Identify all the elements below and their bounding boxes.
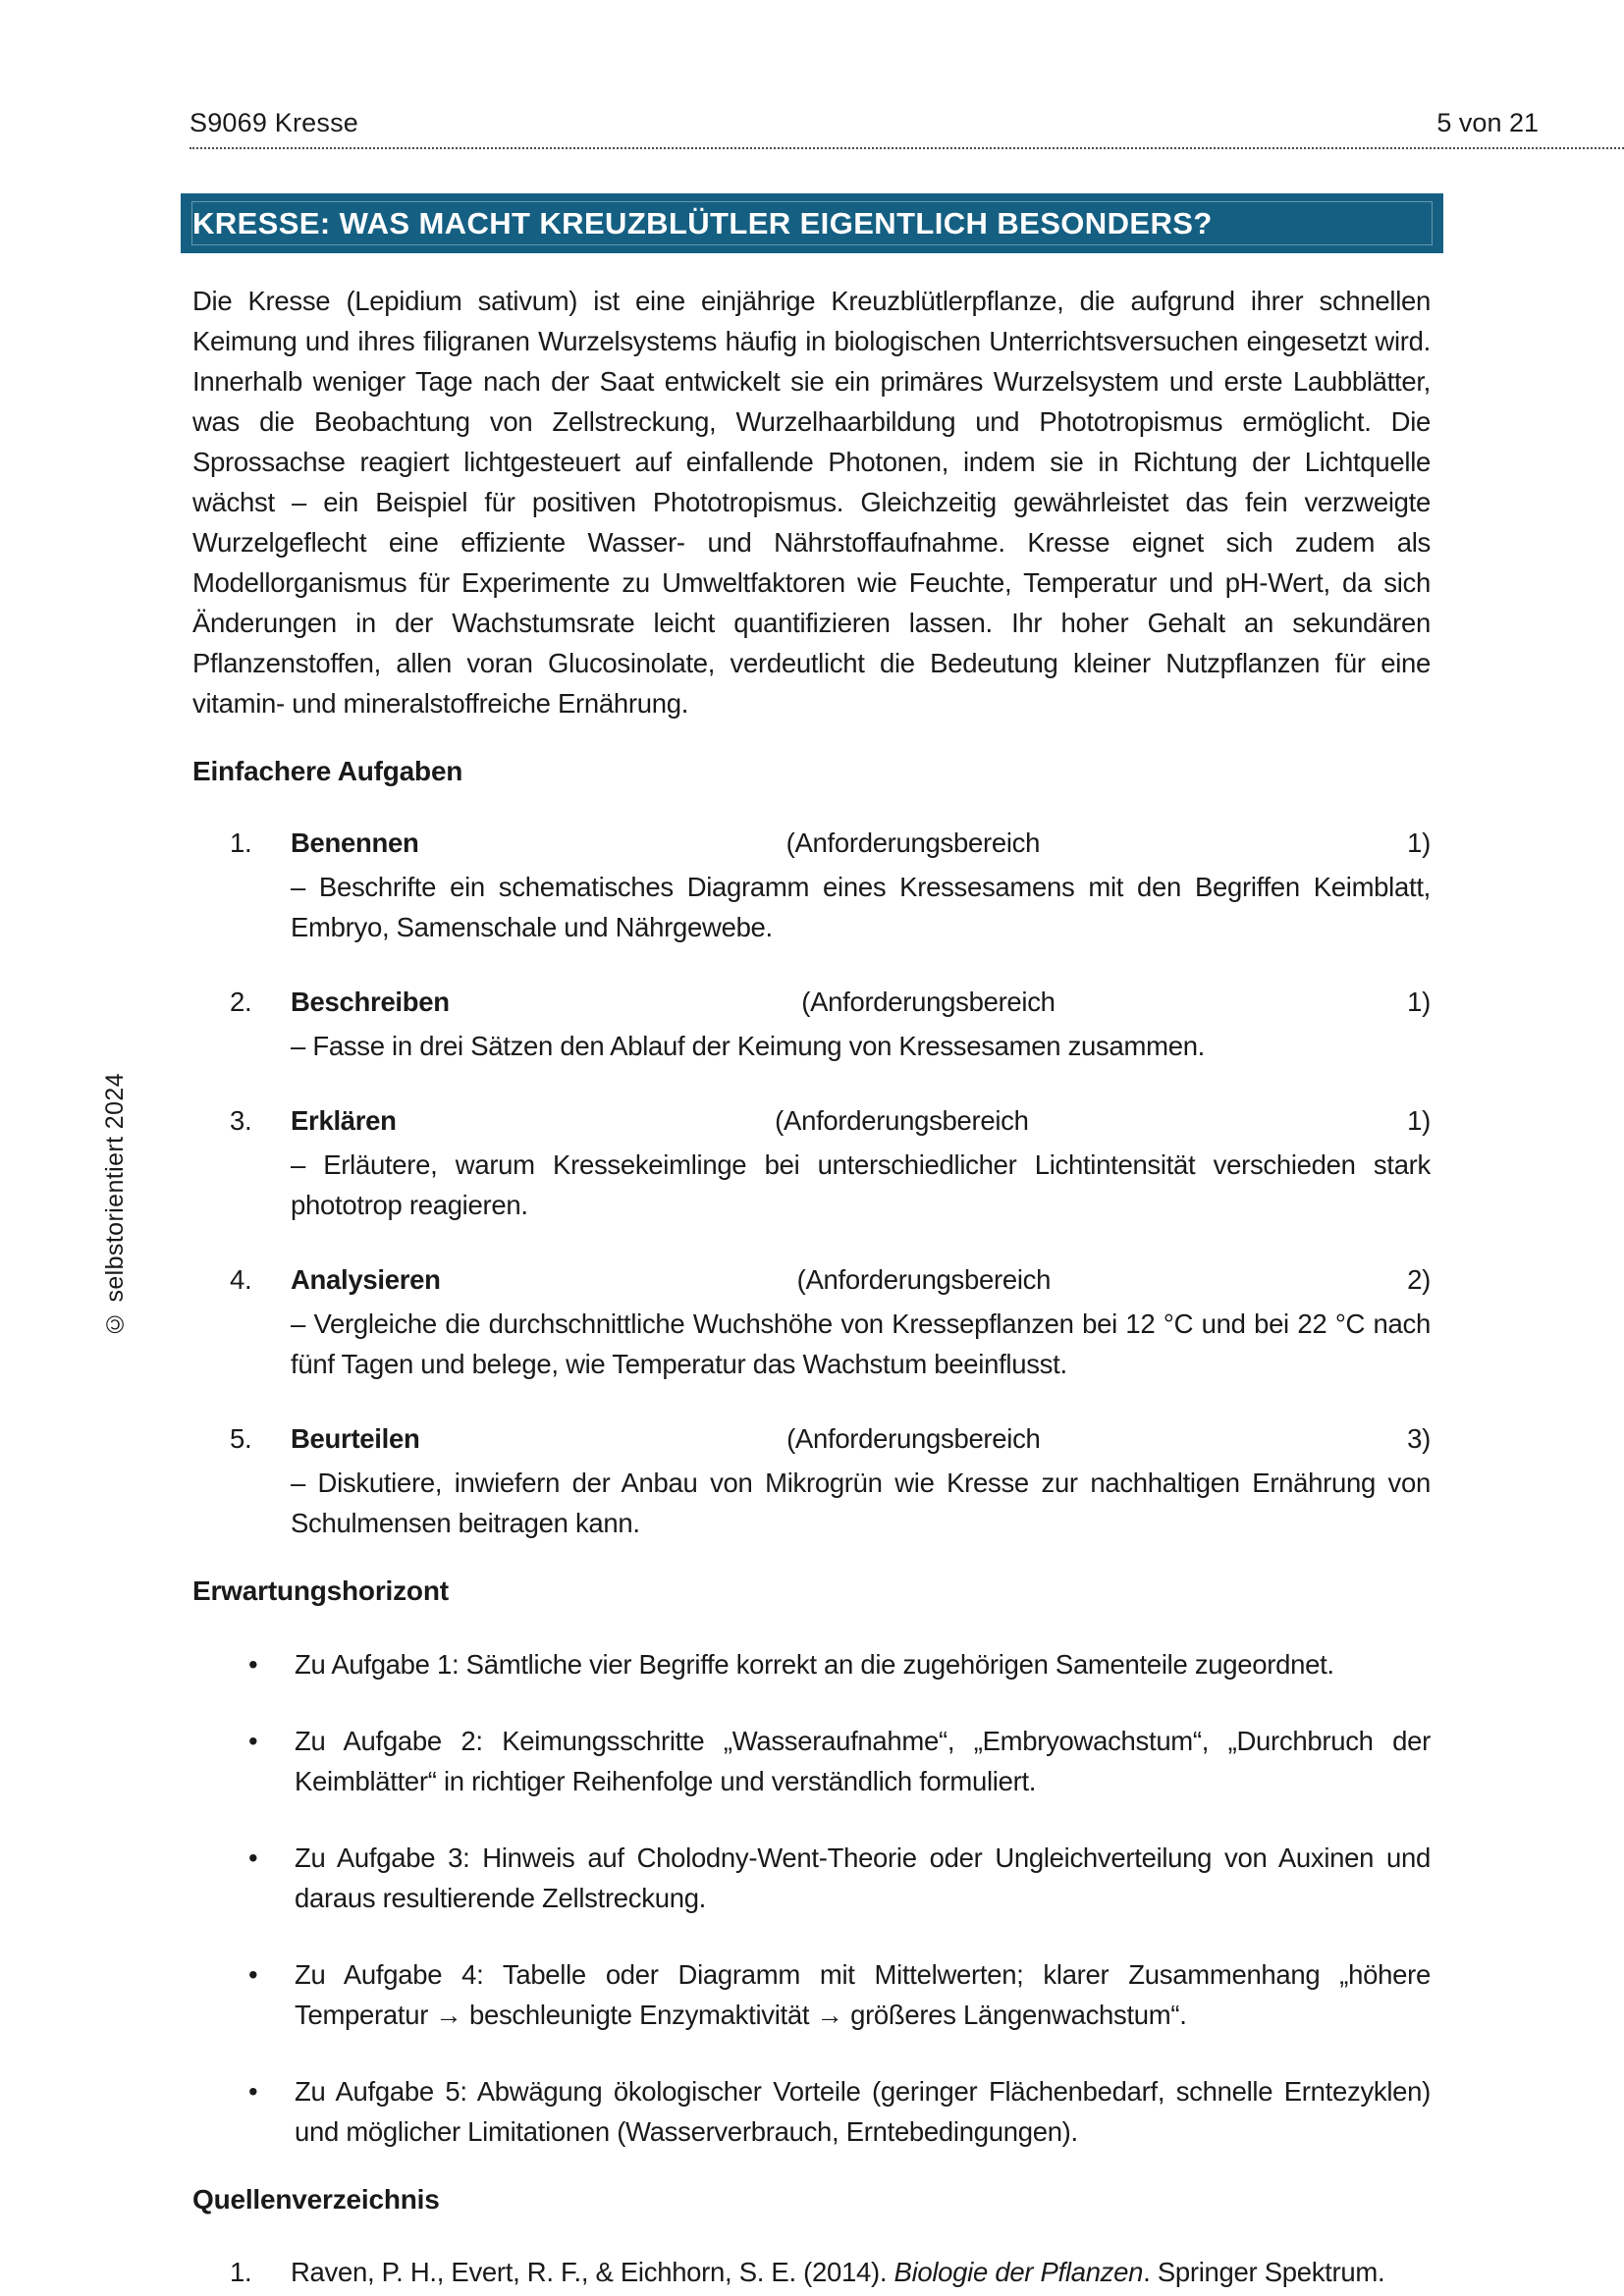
task-level-value: 1) xyxy=(1407,828,1431,858)
task-number: 2. xyxy=(230,987,252,1017)
page-title: KRESSE: WAS MACHT KREUZBLÜTLER EIGENTLICH BESONDERS? xyxy=(192,205,1213,240)
task-item-3 xyxy=(192,1100,1431,1225)
task-headline xyxy=(291,1418,1431,1459)
bullet-icon: • xyxy=(248,1726,258,1756)
task-description: – Beschrifte ein schematisches Diagramm eines Kressesamens mit den Begriffen Keimblatt, Embryo, Samenschale und Nährgewebe. xyxy=(291,872,1431,942)
task-term: Analysieren xyxy=(291,1264,441,1295)
task-level-label: (Anforderungsbereich xyxy=(796,1264,1052,1295)
task-level-label: (Anforderungsbereich xyxy=(786,1423,1041,1454)
task-level-value: 3) xyxy=(1407,1423,1431,1454)
task-term: Erklären xyxy=(291,1105,397,1136)
expectation-item-2 xyxy=(192,1721,1431,1801)
expectation-item-4 xyxy=(192,1954,1431,2035)
source-text-pre: Raven, P. H., Evert, R. F., & Eichhorn, S. E. (2014). xyxy=(291,2257,894,2287)
document-code: S9069 Kresse xyxy=(189,108,359,137)
expectation-item-5 xyxy=(192,2071,1431,2152)
source-text-post: . Springer Spektrum. xyxy=(1143,2257,1385,2287)
expectation-text: Zu Aufgabe 2: Keimungsschritte „Wasseraufnahme“, „Embryowachstum“, „Durchbruch der Keimblätter“ in richtiger Reihenfolge und verständlich formuliert. xyxy=(295,1726,1431,1796)
task-term: Beurteilen xyxy=(291,1423,420,1454)
task-description: – Vergleiche die durchschnittliche Wuchshöhe von Kressepflanzen bei 12 °C und bei 22 °C nach fünf Tagen und belege, wie Temperatur das Wachstum beeinflusst. xyxy=(291,1308,1431,1379)
source-text-title: Biologie der Pflanzen xyxy=(893,2257,1144,2287)
bullet-icon: • xyxy=(248,1842,258,1873)
page-number: 5 von 21 xyxy=(1436,108,1539,137)
expectation-item-3 xyxy=(192,1838,1431,1918)
task-description: – Erläutere, warum Kressekeimlinge bei unterschiedlicher Lichtintensität verschieden stark phototrop reagieren. xyxy=(291,1149,1431,1220)
task-level-label: (Anforderungsbereich xyxy=(775,1105,1029,1136)
expectation-text: Zu Aufgabe 4: Tabelle oder Diagramm mit Mittelwerten; klarer Zusammenhang „höhere Temperatur → beschleunigte Enzymaktivität → größeres Längenwachstum“. xyxy=(295,1959,1431,2030)
task-headline xyxy=(291,1259,1431,1300)
bullet-icon: • xyxy=(248,1649,258,1680)
bullet-icon: • xyxy=(248,1959,258,1990)
task-number: 5. xyxy=(230,1423,252,1454)
content-column xyxy=(192,281,1431,2292)
task-level-value: 1) xyxy=(1407,987,1431,1017)
task-headline xyxy=(291,982,1431,1022)
expectation-text: Zu Aufgabe 3: Hinweis auf Cholodny-Went-Theorie oder Ungleichverteilung von Auxinen und daraus resultierende Zellstreckung. xyxy=(295,1842,1431,1913)
task-number: 4. xyxy=(230,1264,252,1295)
tasks-section-heading: Einfachere Aufgaben xyxy=(192,756,463,786)
title-banner xyxy=(181,193,1443,253)
task-number: 1. xyxy=(230,828,252,858)
task-term: Beschreiben xyxy=(291,987,450,1017)
source-number: 1. xyxy=(230,2257,252,2287)
task-item-1 xyxy=(192,823,1431,947)
expectation-text: Zu Aufgabe 5: Abwägung ökologischer Vorteile (geringer Flächenbedarf, schnelle Erntezyklen) und möglicher Limitationen (Wasserverbrauch, Erntebedingungen). xyxy=(295,2076,1431,2147)
sources-section-heading: Quellenverzeichnis xyxy=(192,2184,440,2215)
copyright-side-label: © selbstorientiert 2024 xyxy=(101,1073,129,1338)
task-headline xyxy=(291,1100,1431,1141)
task-description: – Diskutiere, inwiefern der Anbau von Mikrogrün wie Kresse zur nachhaltigen Ernährung von Schulmensen beitragen kann. xyxy=(291,1468,1431,1538)
task-term: Benennen xyxy=(291,828,419,858)
task-headline xyxy=(291,823,1431,863)
expectations-section-heading: Erwartungshorizont xyxy=(192,1575,449,1606)
task-level-label: (Anforderungsbereich xyxy=(801,987,1056,1017)
task-description: – Fasse in drei Sätzen den Ablauf der Keimung von Kressesamen zusammen. xyxy=(291,1031,1206,1061)
expectation-item-1 xyxy=(192,1644,1431,1684)
task-level-value: 2) xyxy=(1407,1264,1431,1295)
task-item-2 xyxy=(192,982,1431,1066)
page-header xyxy=(189,108,1624,149)
bullet-icon: • xyxy=(248,2076,258,2107)
task-item-4 xyxy=(192,1259,1431,1384)
task-number: 3. xyxy=(230,1105,252,1136)
intro-paragraph: Die Kresse (Lepidium sativum) ist eine einjährige Kreuzblütlerpflanze, die aufgrund ihrer schnellen Keimung und ihres filigranen Wurzelsystems häufig in biologischen Unterrichtsversuchen eingesetzt wird. Innerhalb weniger Tage nach der Saat entwickelt sie ein primäres Wurzelsystem und erste Laubblätter, was die Beobachtung von Zellstreckung, Wurzelhaarbildung und Phototropismus ermöglicht. Die Sprossachse reagiert lichtgesteuert auf einfallende Photonen, indem sie in Richtung der Lichtquelle wächst – ein Beispiel für positiven Phototropismus. Gleichzeitig gewährleistet das fein verzweigte Wurzelgeflecht eine effiziente Wasser- und Nährstoffaufnahme. Kresse eignet sich zudem als Modellorganismus für Experimente zu Umweltfaktoren wie Feuchte, Temperatur und pH-Wert, da sich Änderungen in der Wachstumsrate leicht quantifizieren lassen. Ihr hoher Gehalt an sekundären Pflanzenstoffen, allen voran Glucosinolate, verdeutlicht die Bedeutung kleiner Nutzpflanzen für eine vitamin- und mineralstoffreiche Ernährung. xyxy=(192,286,1431,719)
expectation-text: Zu Aufgabe 1: Sämtliche vier Begriffe korrekt an die zugehörigen Samenteile zugeordnet. xyxy=(295,1649,1334,1680)
task-level-value: 1) xyxy=(1407,1105,1431,1136)
task-level-label: (Anforderungsbereich xyxy=(785,828,1041,858)
source-item-1 xyxy=(192,2252,1431,2292)
task-item-5 xyxy=(192,1418,1431,1543)
